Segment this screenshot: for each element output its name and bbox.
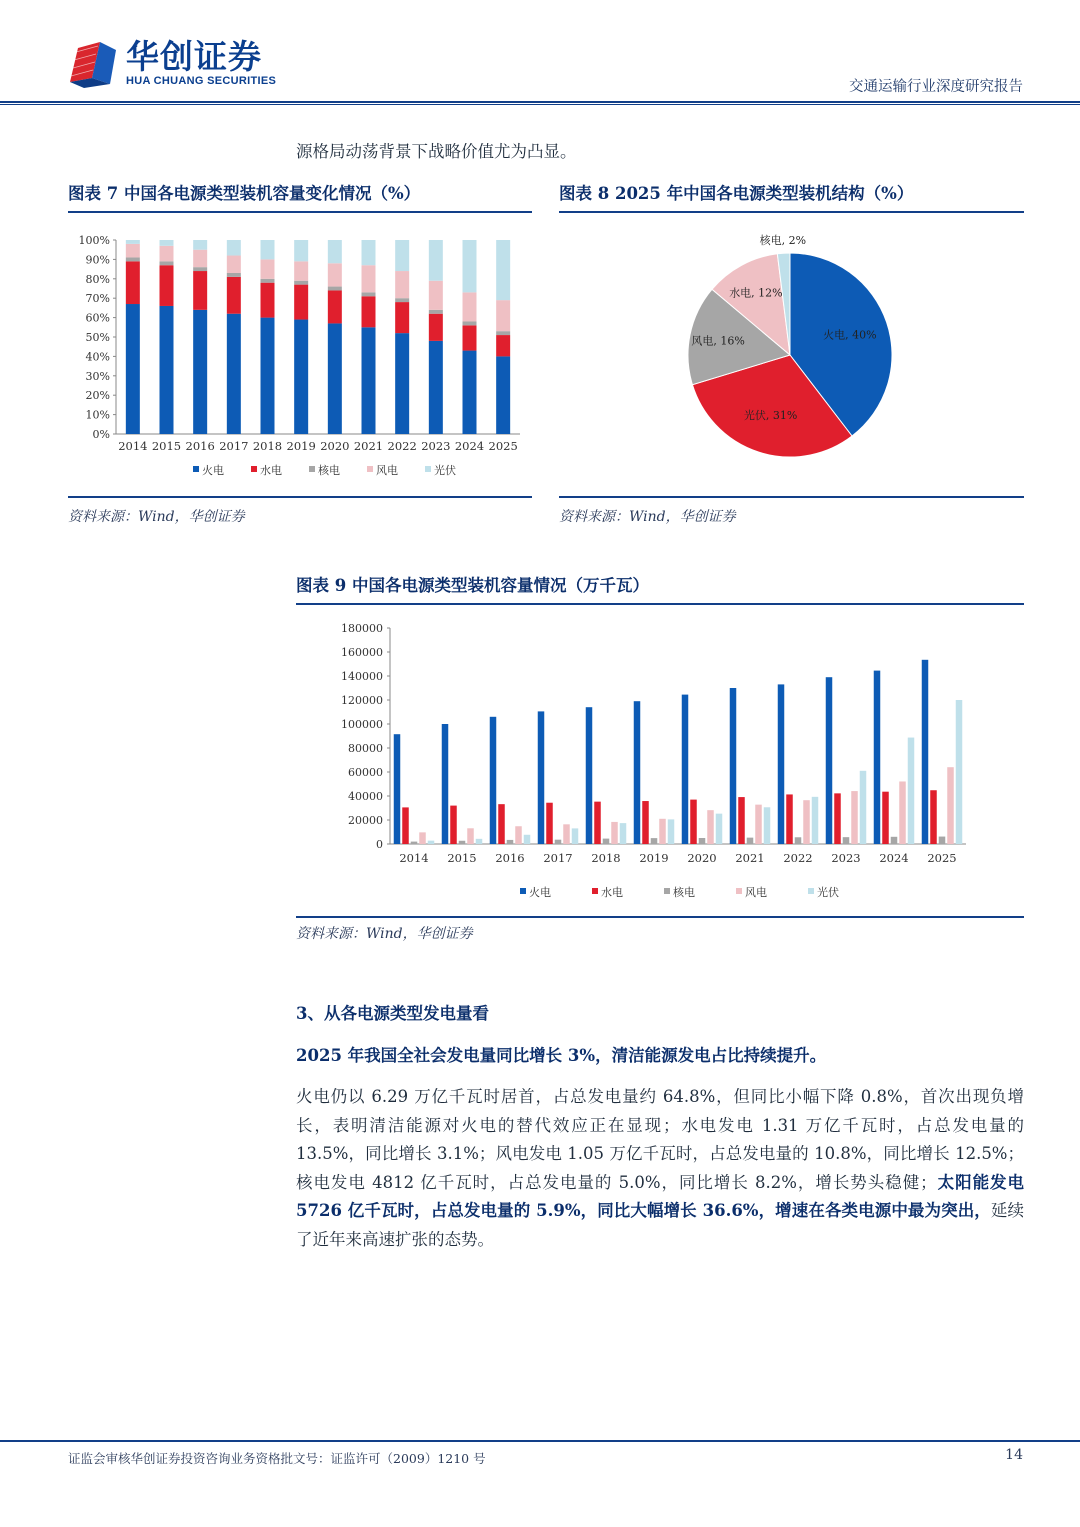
- bar-segment: [193, 240, 207, 250]
- bar: [874, 671, 881, 844]
- x-tick-label: 2025: [927, 851, 957, 865]
- bar-segment: [395, 333, 409, 434]
- x-tick-label: 2024: [454, 439, 485, 453]
- bar-segment: [463, 240, 477, 292]
- fig9-source: 资料来源：Wind，华创证券: [296, 926, 473, 942]
- bar: [795, 837, 802, 844]
- bar: [956, 700, 963, 844]
- bar-segment: [294, 240, 308, 261]
- bar: [620, 823, 627, 844]
- fig7-source-rule: [68, 496, 532, 498]
- bar-segment: [294, 320, 308, 434]
- x-tick-label: 2022: [387, 439, 417, 453]
- bar-segment: [193, 267, 207, 271]
- x-tick-label: 2023: [831, 851, 861, 865]
- bar-segment: [126, 257, 140, 261]
- header-divider-thin: [0, 104, 1080, 105]
- bar-segment: [362, 296, 376, 327]
- bar-segment: [395, 271, 409, 298]
- bar: [490, 717, 497, 844]
- bar: [476, 839, 483, 844]
- y-tick-label: 120000: [341, 694, 383, 707]
- pie-label: 风电, 16%: [691, 334, 745, 348]
- legend-swatch: [309, 466, 315, 472]
- bar: [507, 840, 514, 844]
- bar-segment: [227, 277, 241, 314]
- bar-segment: [126, 244, 140, 258]
- fig8-chart: [559, 222, 1024, 490]
- x-tick-label: 2014: [399, 851, 429, 865]
- footer-license-text: 证监会审核华创证券投资咨询业务资格批文号：证监许可（2009）1210 号: [68, 1451, 486, 1466]
- legend-label: 核电: [673, 886, 695, 899]
- section-heading: 3、从各电源类型发电量看: [296, 1004, 489, 1023]
- y-tick-label: 60000: [348, 766, 383, 779]
- bar: [843, 837, 850, 844]
- bar-segment: [429, 240, 443, 281]
- bar-segment: [227, 314, 241, 434]
- bar-segment: [463, 292, 477, 321]
- legend-label: 核电: [318, 464, 340, 477]
- section-bold-lead: 2025 年我国全社会发电量同比增长 3%，清洁能源发电占比持续提升。: [296, 1046, 827, 1065]
- x-tick-label: 2025: [488, 439, 518, 453]
- bar-segment: [395, 302, 409, 333]
- fig9-title: 图表 9 中国各电源类型装机容量情况（万千瓦）: [296, 576, 649, 595]
- footer-divider: [0, 1440, 1080, 1442]
- bar-segment: [160, 246, 174, 262]
- bar-segment: [362, 327, 376, 434]
- bar: [498, 804, 505, 844]
- legend-swatch: [425, 466, 431, 472]
- y-tick-label: 100%: [78, 234, 110, 247]
- bar-segment: [328, 263, 342, 286]
- bar: [428, 841, 435, 844]
- bar: [651, 838, 658, 844]
- bar-segment: [193, 271, 207, 310]
- x-tick-label: 2022: [783, 851, 813, 865]
- bar: [402, 807, 409, 844]
- bar: [394, 734, 401, 844]
- legend-label: 火电: [202, 464, 224, 477]
- legend-swatch: [193, 466, 199, 472]
- y-tick-label: 140000: [341, 670, 383, 683]
- y-tick-label: 180000: [341, 622, 383, 635]
- bar-segment: [227, 240, 241, 256]
- bar: [860, 771, 867, 844]
- y-tick-label: 0%: [92, 428, 110, 441]
- bar-segment: [126, 304, 140, 434]
- bar: [515, 826, 522, 844]
- bar-segment: [193, 310, 207, 434]
- bar-segment: [496, 300, 510, 331]
- bar-segment: [261, 259, 275, 278]
- bar: [716, 814, 723, 844]
- legend-label: 火电: [529, 886, 551, 899]
- fig9-source-rule: [296, 916, 1024, 918]
- legend-label: 水电: [601, 886, 623, 899]
- bar-segment: [227, 273, 241, 277]
- bar-segment: [362, 292, 376, 296]
- bar-segment: [261, 283, 275, 318]
- pie-chart: [559, 222, 1024, 490]
- bar-segment: [328, 287, 342, 291]
- bar: [668, 819, 675, 844]
- y-tick-label: 50%: [85, 331, 110, 344]
- bar-segment: [463, 351, 477, 434]
- bar-segment: [362, 265, 376, 292]
- bar: [834, 793, 841, 844]
- fig7-title: 图表 7 中国各电源类型装机容量变化情况（%）: [68, 184, 421, 203]
- y-tick-label: 160000: [341, 646, 383, 659]
- bar-segment: [328, 323, 342, 434]
- y-tick-label: 30%: [85, 369, 110, 383]
- y-tick-label: 40000: [348, 790, 383, 803]
- bar-segment: [395, 298, 409, 302]
- fig9-chart: [296, 612, 1024, 908]
- legend-swatch: [367, 466, 373, 472]
- bar: [555, 840, 562, 844]
- x-tick-label: 2014: [118, 439, 148, 453]
- bar-segment: [294, 261, 308, 280]
- bar-segment: [395, 240, 409, 271]
- x-tick-label: 2020: [687, 851, 717, 865]
- y-tick-label: 80000: [348, 742, 383, 755]
- bar: [803, 800, 810, 844]
- bar: [699, 838, 706, 844]
- x-tick-label: 2017: [219, 439, 249, 453]
- y-tick-label: 60%: [85, 311, 110, 325]
- legend-swatch: [808, 888, 814, 894]
- bar: [594, 802, 601, 844]
- bar-segment: [328, 240, 342, 263]
- fig7-title-rule: [68, 211, 532, 213]
- bar: [882, 792, 889, 844]
- legend-swatch: [664, 888, 670, 894]
- x-tick-label: 2015: [447, 851, 477, 865]
- grouped-bar-chart: [296, 612, 1024, 908]
- bar: [812, 797, 819, 844]
- pie-label: 核电, 2%: [759, 233, 807, 247]
- bar: [442, 724, 449, 844]
- bar-segment: [160, 240, 174, 246]
- legend-swatch: [520, 888, 526, 894]
- bar-segment: [160, 265, 174, 306]
- bar: [586, 707, 593, 844]
- bar: [851, 791, 858, 844]
- y-tick-label: 20000: [348, 814, 383, 827]
- logo-text-en: HUA CHUANG SECURITIES: [126, 75, 277, 87]
- x-tick-label: 2018: [591, 851, 621, 865]
- y-tick-label: 10%: [85, 408, 110, 422]
- legend-swatch: [592, 888, 598, 894]
- x-tick-label: 2024: [879, 851, 909, 865]
- x-tick-label: 2016: [185, 439, 215, 453]
- fig9-title-rule: [296, 603, 1024, 605]
- bar: [764, 807, 771, 844]
- bar: [450, 806, 457, 844]
- x-tick-label: 2023: [421, 439, 451, 453]
- y-tick-label: 90%: [85, 253, 110, 267]
- stacked-bar-chart: [68, 222, 532, 490]
- bar: [826, 677, 833, 844]
- bar: [730, 688, 737, 844]
- bar: [611, 822, 618, 844]
- bar: [899, 781, 906, 844]
- report-type-label: 交通运输行业深度研究报告: [849, 79, 1023, 95]
- bar-segment: [193, 250, 207, 267]
- bar: [707, 810, 714, 844]
- bar-segment: [261, 318, 275, 434]
- pie-label: 火电, 40%: [823, 328, 877, 342]
- legend-label: 风电: [745, 886, 767, 899]
- bar: [563, 824, 570, 844]
- x-tick-label: 2020: [320, 439, 350, 453]
- logo-icon: [70, 38, 120, 88]
- legend-label: 风电: [376, 464, 398, 477]
- bar: [908, 738, 915, 844]
- x-tick-label: 2019: [286, 439, 316, 453]
- bar: [891, 837, 898, 844]
- bar-segment: [463, 325, 477, 350]
- bar-segment: [261, 240, 275, 259]
- bar: [467, 828, 474, 844]
- x-tick-label: 2017: [543, 851, 573, 865]
- paragraph-bold-text: 太阳能发电 5726 亿千瓦时，占总发电量的 5.9%，同比大幅增长 36.6%，增速在各类电源中最为突出，: [296, 1172, 1024, 1220]
- bar-segment: [429, 314, 443, 341]
- bar: [682, 695, 689, 844]
- bar-segment: [496, 335, 510, 356]
- pie-label: 水电, 12%: [729, 286, 783, 300]
- bar: [419, 832, 426, 844]
- bar: [922, 660, 929, 844]
- bar-segment: [496, 356, 510, 434]
- y-tick-label: 100000: [341, 718, 383, 731]
- bar-segment: [362, 240, 376, 265]
- x-tick-label: 2016: [495, 851, 525, 865]
- bar: [930, 790, 937, 844]
- bar: [634, 701, 641, 844]
- paragraph-normal-text: 火电仍以 6.29 万亿千瓦时居首，占总发电量约 64.8%，但同比小幅下降 0.8%，首次出现负增长，表明清洁能源对火电的替代效应正在显现；水电发电 1.31 万亿千瓦时，占总发电量的 13.5%，同比增长 3.1%；风电发电 1.05 万亿千瓦时，占总发电量的 10.8%，同比增长 12.5%；核电发电 4812 亿千瓦时，占总发电量的 5.0%，同比增长 8.2%，增长势头稳健；: [296, 1087, 1024, 1192]
- x-tick-label: 2019: [639, 851, 669, 865]
- bar: [690, 800, 697, 844]
- bar: [524, 835, 531, 844]
- bar-segment: [463, 321, 477, 325]
- bar: [546, 803, 553, 844]
- bar: [459, 841, 466, 844]
- bar: [659, 819, 666, 844]
- bar: [572, 828, 579, 844]
- bar-segment: [126, 261, 140, 304]
- legend-label: 光伏: [434, 464, 456, 477]
- x-tick-label: 2021: [735, 851, 765, 865]
- page-number: 14: [1005, 1447, 1023, 1463]
- fig8-title-rule: [559, 211, 1024, 213]
- y-tick-label: 40%: [85, 350, 110, 364]
- section-paragraph: [296, 1083, 1024, 1254]
- logo-text-cn: 华创证券: [126, 37, 262, 76]
- paragraph-tail-text: 延续了近年来高速扩张的态势。: [296, 1201, 1025, 1249]
- bar-segment: [227, 256, 241, 273]
- bar: [642, 801, 649, 844]
- legend-swatch: [251, 466, 257, 472]
- header-divider: [0, 101, 1080, 103]
- y-tick-label: 20%: [85, 389, 110, 403]
- y-tick-label: 80%: [85, 272, 110, 286]
- y-tick-label: 0: [376, 838, 383, 851]
- bar-segment: [496, 331, 510, 335]
- bar-segment: [294, 281, 308, 285]
- bar: [738, 797, 745, 844]
- x-tick-label: 2021: [353, 439, 384, 453]
- fig8-source: 资料来源：Wind，华创证券: [559, 509, 736, 525]
- bar-segment: [261, 279, 275, 283]
- bar-segment: [496, 240, 510, 300]
- bar-segment: [429, 281, 443, 310]
- bar: [411, 842, 418, 844]
- bar: [778, 684, 785, 844]
- bar-segment: [294, 285, 308, 320]
- bar-segment: [160, 261, 174, 265]
- fig8-source-rule: [559, 496, 1024, 498]
- bar-segment: [160, 306, 174, 434]
- bar: [603, 839, 610, 844]
- pie-label: 光伏, 31%: [743, 409, 798, 423]
- bar-segment: [429, 341, 443, 434]
- bar: [786, 794, 793, 844]
- fig7-chart: [68, 222, 532, 490]
- bar-segment: [328, 290, 342, 323]
- bar: [939, 837, 946, 844]
- x-tick-label: 2018: [252, 439, 283, 453]
- y-tick-label: 70%: [85, 292, 110, 306]
- bar-segment: [126, 240, 140, 244]
- lead-text: 源格局动荡背景下战略价值尤为凸显。: [296, 142, 577, 161]
- bar: [947, 767, 954, 844]
- fig8-title: 图表 8 2025 年中国各电源类型装机结构（%）: [559, 184, 914, 203]
- bar: [747, 838, 754, 844]
- legend-swatch: [736, 888, 742, 894]
- bar-segment: [429, 310, 443, 314]
- bar: [538, 711, 545, 844]
- x-tick-label: 2015: [151, 439, 182, 453]
- bar: [755, 805, 762, 844]
- legend-label: 水电: [260, 464, 282, 477]
- legend-label: 光伏: [817, 886, 839, 899]
- fig7-source: 资料来源：Wind，华创证券: [68, 509, 245, 525]
